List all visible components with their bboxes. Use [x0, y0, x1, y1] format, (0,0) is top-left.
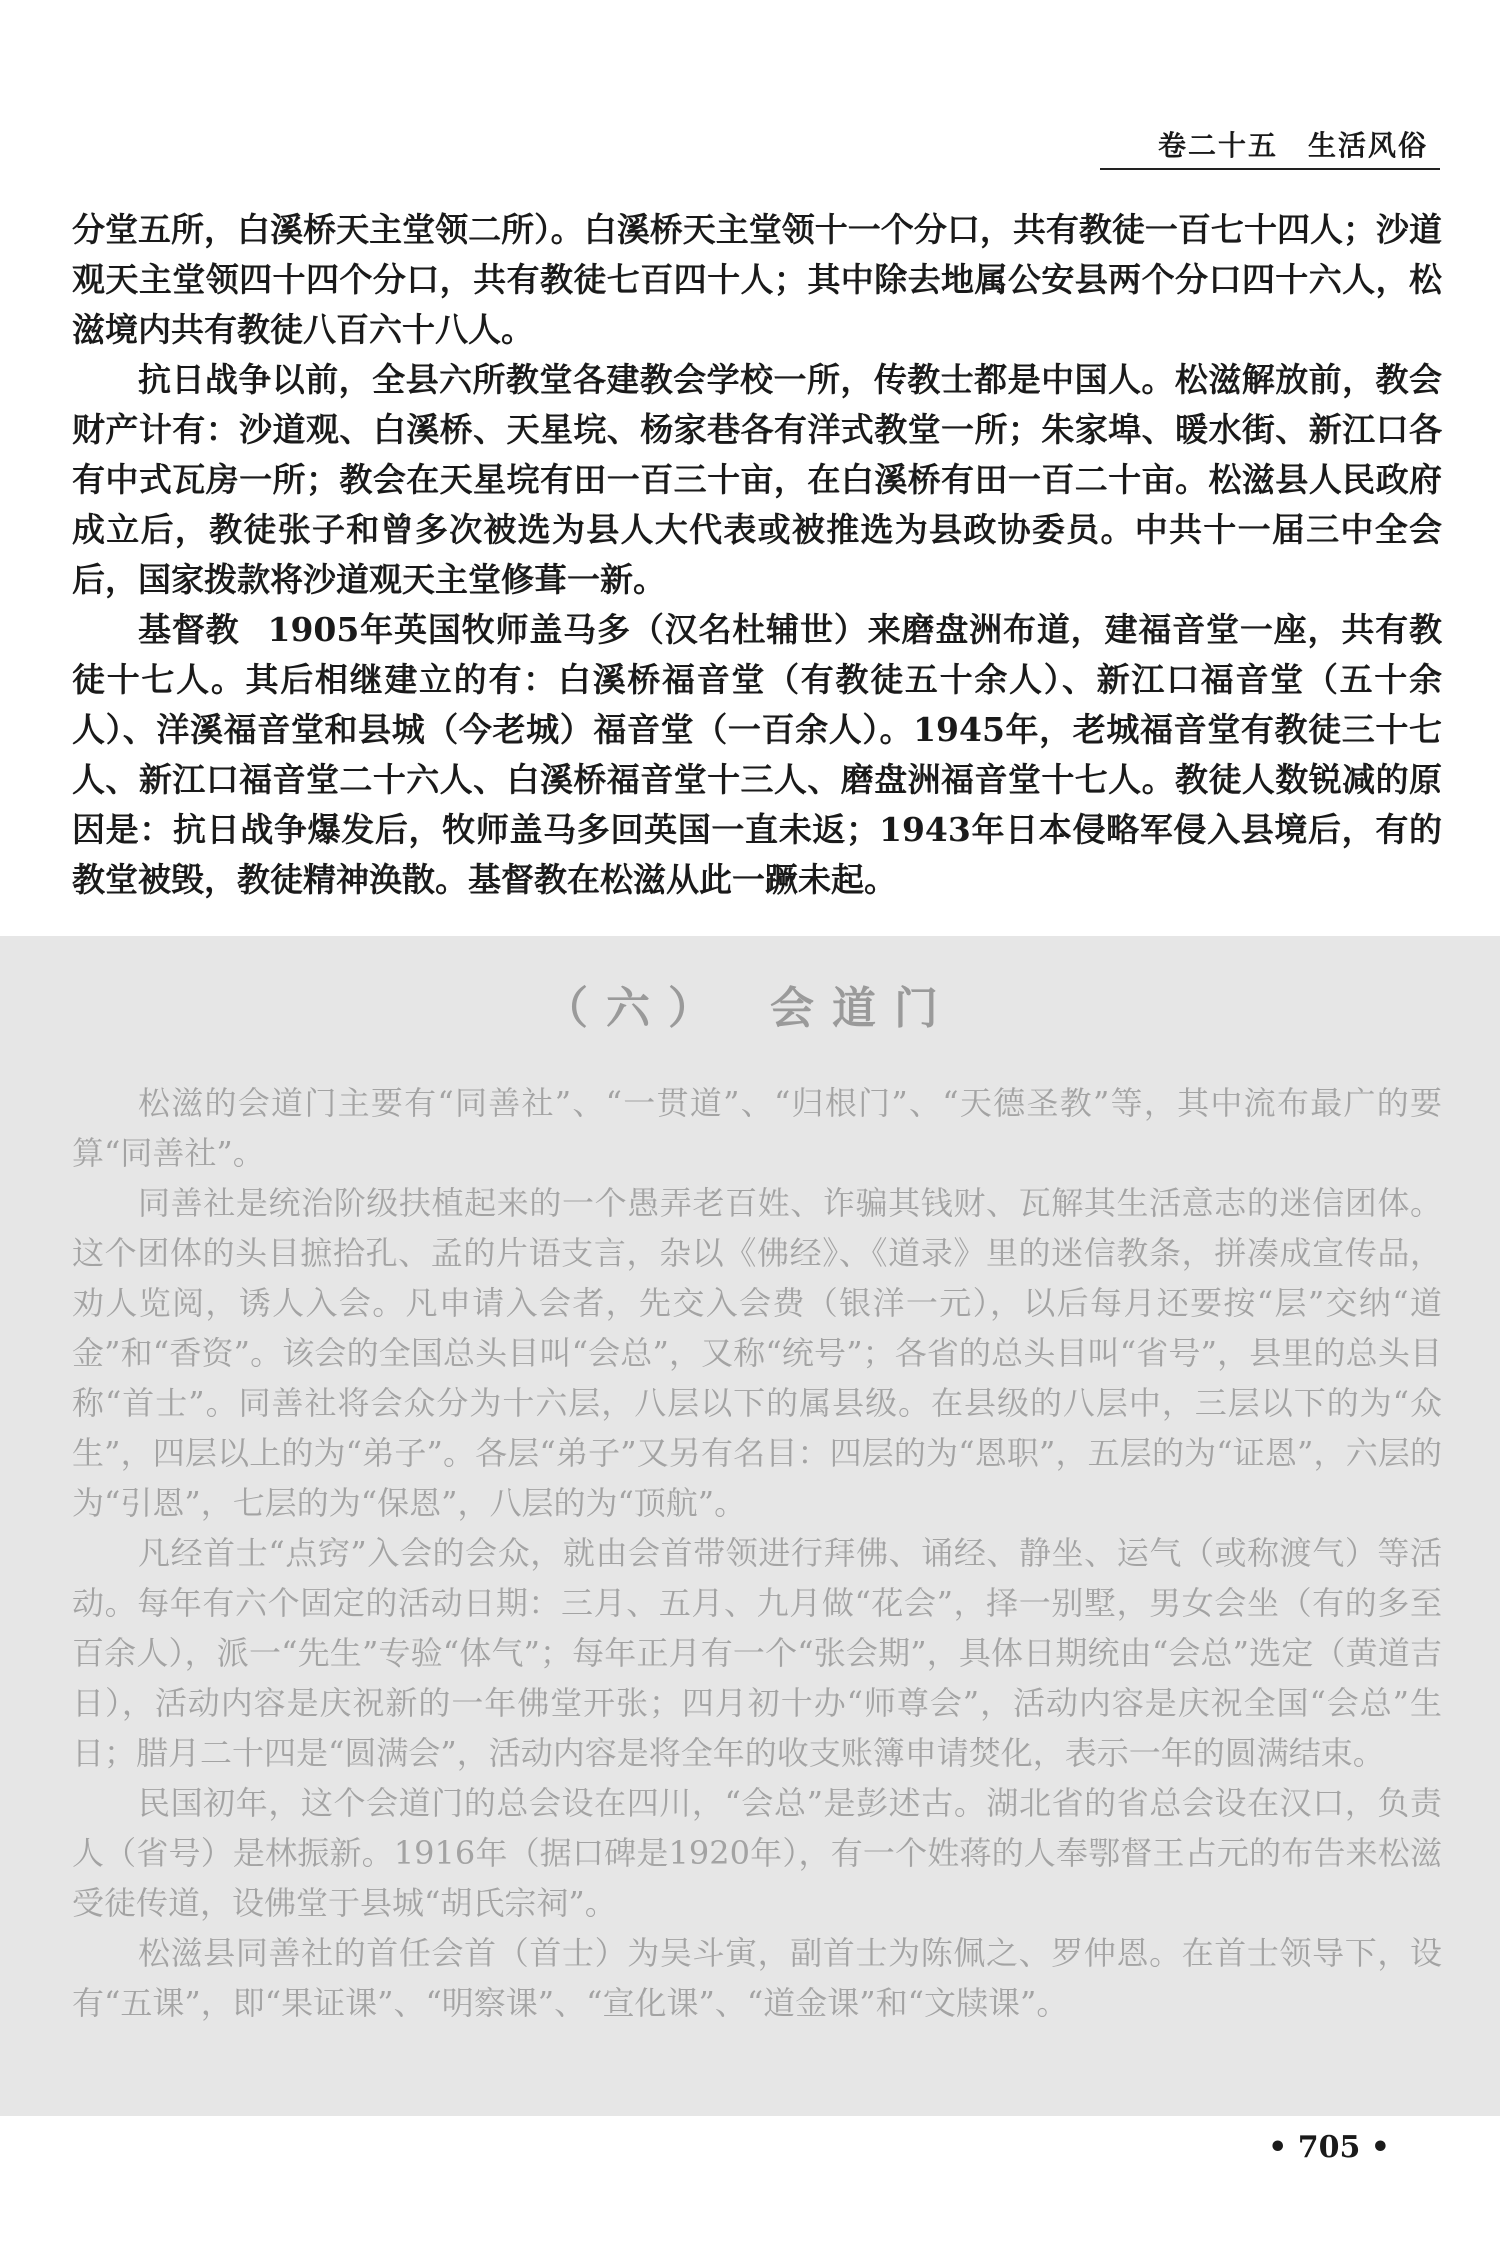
- paragraph-christianity: [72, 605, 1442, 905]
- paragraph-text: 1905年英国牧师盖马多（汉名杜辅世）来磨盘洲布道，建福音堂一座，共有教徒十七人。其后相继建立的有：白溪桥福音堂（有教徒五十余人）、新江口福音堂（五十余人）、洋溪福音堂和县城（今老城）福音堂（一百余人）。1945年，老城福音堂有教徒三十七人、新江口福音堂二十六人、白溪桥福音堂十三人、磨盘洲福音堂十七人。教徒人数锐减的原因是：抗日战争爆发后，牧师盖马多回英国一直未返；1943年日本侵略军侵入县境后，有的教堂被毁，教徒精神涣散。基督教在松滋从此一蹶未起。: [72, 610, 1442, 899]
- lower-text-block: [72, 1078, 1442, 2028]
- paragraph: 民国初年，这个会道门的总会设在四川，“会总”是彭述古。湖北省的省总会设在汉口，负责人（省号）是林振新。1916年（据口碑是1920年），有一个姓蒋的人奉鄂督王占元的布告来松滋受徒传道，设佛堂于县城“胡氏宗祠”。: [72, 1784, 1442, 1922]
- inline-heading: 基督教: [138, 610, 240, 649]
- running-head: 卷二十五 生活风俗: [1157, 129, 1428, 162]
- paragraph: 同善社是统治阶级扶植起来的一个愚弄老百姓、诈骗其钱财、瓦解其生活意志的迷信团体。这个团体的头目摭拾孔、孟的片语支言，杂以《佛经》、《道录》里的迷信教条，拼凑成宣传品，劝人览阅，诱人入会。凡申请入会者，先交入会费（银洋一元），以后每月还要按“层”交纳“道金”和“香资”。该会的全国总头目叫“会总”，又称“统号”；各省的总头目叫“省号”，县里的总头目称“首士”。同善社将会众分为十六层，八层以下的属县级。在县级的八层中，三层以下的为“众生”，四层以上的为“弟子”。各层“弟子”又另有名目：四层的为“恩职”，五层的为“证恩”，六层的为“引恩”，七层的为“保恩”，八层的为“顶航”。: [72, 1184, 1442, 1522]
- paragraph: 分堂五所，白溪桥天主堂领二所）。白溪桥天主堂领十一个分口，共有教徒一百七十四人；沙道观天主堂领四十四个分口，共有教徒七百四十人；其中除去地属公安县两个分口四十六人，松滋境内共有教徒八百六十八人。: [72, 210, 1442, 349]
- header-rule: [1100, 168, 1440, 170]
- paragraph: 凡经首士“点窍”入会的会众，就由会首带领进行拜佛、诵经、静坐、运气（或称渡气）等活动。每年有六个固定的活动日期：三月、五月、九月做“花会”，择一别墅，男女会坐（有的多至百余人），派一“先生”专验“体气”；每年正月有一个“张会期”，具体日期统由“会总”选定（黄道吉日），活动内容是庆祝新的一年佛堂开张；四月初十办“师尊会”，活动内容是庆祝全国“会总”生日；腊月二十四是“圆满会”，活动内容是将全年的收支账簿申请焚化，表示一年的圆满结束。: [72, 1534, 1442, 1772]
- upper-text-block: [72, 205, 1442, 905]
- section-title: （六） 会道门: [544, 983, 956, 1034]
- paragraph: 抗日战争以前，全县六所教堂各建教会学校一所，传教士都是中国人。松滋解放前，教会财产计有：沙道观、白溪桥、天星垸、杨家巷各有洋式教堂一所；朱家埠、暖水街、新江口各有中式瓦房一所；教会在天星垸有田一百三十亩，在白溪桥有田一百二十亩。松滋县人民政府成立后，教徒张子和曾多次被选为县人大代表或被推选为县政协委员。中共十一届三中全会后，国家拨款将沙道观天主堂修葺一新。: [72, 360, 1442, 599]
- paragraph: 松滋县同善社的首任会首（首士）为吴斗寅，副首士为陈佩之、罗仲恩。在首士领导下，设有“五课”，即“果证课”、“明察课”、“宣化课”、“道金课”和“文牍课”。: [72, 1934, 1442, 2022]
- page-number: • 705 •: [1268, 2130, 1390, 2165]
- paragraph: 松滋的会道门主要有“同善社”、“一贯道”、“归根门”、“天德圣教”等，其中流布最广的要算“同善社”。: [72, 1084, 1442, 1172]
